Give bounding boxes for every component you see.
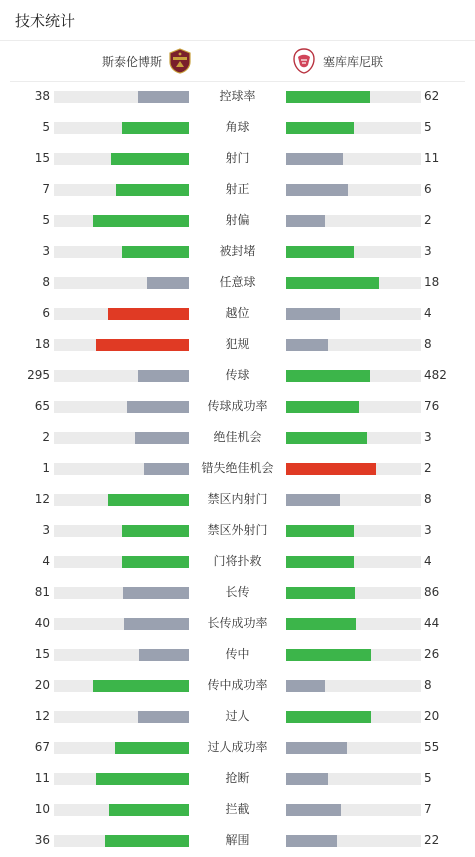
stat-label: 解围	[225, 833, 250, 847]
away-team-name: 塞库库尼联	[323, 54, 384, 69]
away-stat-bar-fill	[286, 587, 355, 599]
away-stat-bar	[286, 680, 421, 692]
stat-row	[0, 547, 475, 578]
away-stat-value: 7	[424, 802, 432, 816]
away-stat-bar-fill	[286, 804, 341, 816]
away-stat-bar	[286, 401, 421, 413]
home-stat-bar	[54, 308, 189, 320]
stat-row	[0, 640, 475, 671]
home-stat-bar-fill	[96, 773, 189, 785]
home-stat-bar-fill	[122, 525, 190, 537]
away-stat-value: 8	[424, 337, 432, 351]
away-stat-bar-fill	[286, 649, 371, 661]
home-stat-bar-fill	[115, 742, 189, 754]
away-stat-bar	[286, 277, 421, 289]
stat-row	[0, 485, 475, 516]
away-stat-bar-fill	[286, 184, 348, 196]
home-stat-value: 11	[34, 771, 50, 785]
stat-label: 犯规	[225, 337, 250, 351]
away-stat-bar-fill	[286, 618, 356, 630]
home-stat-bar	[54, 91, 189, 103]
away-stat-bar-fill	[286, 742, 347, 754]
home-stat-bar-fill	[122, 122, 190, 134]
stat-label: 射门	[225, 151, 250, 165]
stat-row	[0, 268, 475, 299]
home-stat-bar-fill	[93, 680, 189, 692]
stat-row	[0, 330, 475, 361]
home-stat-bar	[54, 649, 189, 661]
stat-label: 绝佳机会	[213, 430, 262, 444]
stat-row	[0, 175, 475, 206]
home-stat-bar-fill	[138, 711, 189, 723]
stellenbosch-crest-icon	[168, 48, 192, 74]
away-stat-bar	[286, 370, 421, 382]
stat-row	[0, 764, 475, 795]
home-stat-bar	[54, 587, 189, 599]
away-stat-bar	[286, 618, 421, 630]
home-stat-bar-fill	[111, 153, 189, 165]
away-stat-bar	[286, 835, 421, 847]
away-stat-bar	[286, 153, 421, 165]
stat-row	[0, 423, 475, 454]
away-stat-bar-fill	[286, 122, 354, 134]
home-stat-value: 6	[42, 306, 50, 320]
home-stat-bar	[54, 277, 189, 289]
away-stat-bar	[286, 494, 421, 506]
away-stat-value: 4	[424, 306, 432, 320]
home-stat-value: 2	[42, 430, 50, 444]
home-team-name: 斯泰伦博斯	[102, 54, 163, 69]
home-stat-bar-fill	[108, 308, 189, 320]
stat-row	[0, 113, 475, 144]
stat-row	[0, 237, 475, 268]
away-stat-value: 6	[424, 182, 432, 196]
stat-label: 传球成功率	[207, 399, 268, 413]
away-stat-bar	[286, 649, 421, 661]
home-stat-bar-fill	[96, 339, 189, 351]
stat-label: 抢断	[225, 771, 250, 785]
away-stat-bar	[286, 91, 421, 103]
stat-label: 角球	[225, 120, 250, 134]
away-team[interactable]	[292, 41, 383, 81]
stat-label: 长传	[225, 585, 250, 599]
stat-label: 射正	[225, 182, 250, 196]
away-stat-bar-fill	[286, 556, 354, 568]
home-stat-bar-fill	[144, 463, 189, 475]
away-stat-bar-fill	[286, 463, 376, 475]
away-stat-value: 5	[424, 771, 432, 785]
home-stat-value: 15	[34, 647, 50, 661]
away-stat-bar	[286, 122, 421, 134]
away-stat-value: 55	[424, 740, 440, 754]
stat-row	[0, 733, 475, 764]
away-stat-bar-fill	[286, 432, 367, 444]
away-stat-value: 3	[424, 244, 432, 258]
stat-label: 长传成功率	[207, 616, 268, 630]
stat-row	[0, 578, 475, 609]
stat-row	[0, 206, 475, 237]
home-stat-bar	[54, 711, 189, 723]
stat-row	[0, 392, 475, 423]
stat-label: 门将扑救	[213, 554, 262, 568]
away-stat-bar-fill	[286, 246, 354, 258]
away-stat-bar-fill	[286, 680, 325, 692]
home-stat-bar-fill	[138, 370, 189, 382]
away-stat-value: 86	[424, 585, 440, 599]
home-stat-bar	[54, 370, 189, 382]
stat-label: 越位	[225, 306, 250, 320]
away-stat-bar-fill	[286, 835, 337, 847]
away-stat-value: 26	[424, 647, 440, 661]
home-stat-bar-fill	[108, 494, 189, 506]
home-stat-bar	[54, 122, 189, 134]
home-stat-value: 40	[34, 616, 50, 630]
home-stat-value: 5	[42, 213, 50, 227]
home-stat-bar	[54, 215, 189, 227]
stat-row	[0, 516, 475, 547]
stat-label: 过人成功率	[207, 740, 268, 754]
home-stat-bar-fill	[124, 618, 189, 630]
home-stat-bar-fill	[135, 432, 189, 444]
away-stat-bar-fill	[286, 370, 370, 382]
home-stat-value: 12	[34, 492, 50, 506]
stat-label: 拦截	[225, 802, 250, 816]
away-stat-bar-fill	[286, 494, 340, 506]
away-stat-value: 20	[424, 709, 440, 723]
home-stat-value: 67	[34, 740, 50, 754]
home-stat-bar	[54, 556, 189, 568]
home-stat-bar-fill	[122, 246, 190, 258]
stat-row	[0, 826, 475, 857]
home-stat-bar	[54, 184, 189, 196]
away-stat-value: 8	[424, 492, 432, 506]
stat-row	[0, 361, 475, 392]
home-stat-bar-fill	[147, 277, 189, 289]
away-stat-bar	[286, 525, 421, 537]
home-stat-value: 65	[34, 399, 50, 413]
stat-row	[0, 454, 475, 485]
away-stat-bar	[286, 804, 421, 816]
home-stat-bar	[54, 246, 189, 258]
home-stat-value: 3	[42, 523, 50, 537]
home-stat-bar	[54, 773, 189, 785]
home-stat-value: 81	[34, 585, 50, 599]
home-stat-value: 7	[42, 182, 50, 196]
away-stat-bar	[286, 742, 421, 754]
home-stat-value: 3	[42, 244, 50, 258]
stats-list	[0, 82, 475, 857]
stat-row	[0, 795, 475, 826]
away-stat-value: 2	[424, 213, 432, 227]
home-stat-bar-fill	[123, 587, 189, 599]
stat-label: 禁区内射门	[207, 492, 268, 506]
home-stat-value: 1	[42, 461, 50, 475]
stat-label: 被封堵	[219, 244, 256, 258]
away-stat-bar	[286, 773, 421, 785]
teams-header	[0, 41, 475, 81]
away-stat-bar	[286, 432, 421, 444]
home-stat-bar	[54, 618, 189, 630]
home-stat-bar-fill	[109, 804, 189, 816]
home-stat-bar-fill	[116, 184, 189, 196]
away-stat-value: 18	[424, 275, 440, 289]
away-stat-bar	[286, 711, 421, 723]
away-stat-bar-fill	[286, 401, 359, 413]
away-stat-bar-fill	[286, 711, 371, 723]
away-stat-value: 8	[424, 678, 432, 692]
home-stat-bar	[54, 401, 189, 413]
home-stat-value: 36	[34, 833, 50, 847]
home-stat-bar	[54, 525, 189, 537]
home-stat-value: 18	[34, 337, 50, 351]
away-stat-bar-fill	[286, 308, 340, 320]
away-stat-value: 482	[424, 368, 447, 382]
home-stat-bar-fill	[93, 215, 189, 227]
stat-label: 错失绝佳机会	[201, 461, 274, 475]
away-stat-value: 44	[424, 616, 440, 630]
home-stat-bar-fill	[122, 556, 190, 568]
home-stat-value: 12	[34, 709, 50, 723]
stat-row	[0, 299, 475, 330]
stat-label: 传中	[225, 647, 250, 661]
stat-label: 控球率	[219, 89, 256, 103]
away-stat-value: 76	[424, 399, 440, 413]
page-title: 技术统计	[15, 12, 76, 30]
away-stat-value: 22	[424, 833, 440, 847]
home-stat-bar	[54, 742, 189, 754]
away-stat-bar-fill	[286, 153, 343, 165]
away-stat-bar	[286, 184, 421, 196]
home-stat-bar-fill	[127, 401, 189, 413]
stat-row	[0, 82, 475, 113]
stat-label: 射偏	[225, 213, 250, 227]
away-stat-bar-fill	[286, 91, 370, 103]
home-stat-bar	[54, 432, 189, 444]
home-stat-bar	[54, 463, 189, 475]
stat-label: 传球	[225, 368, 250, 382]
away-stat-bar-fill	[286, 339, 328, 351]
home-stat-bar	[54, 835, 189, 847]
stat-row	[0, 702, 475, 733]
away-stat-bar	[286, 215, 421, 227]
home-stat-value: 295	[27, 368, 50, 382]
home-stat-bar	[54, 804, 189, 816]
away-stat-bar	[286, 308, 421, 320]
away-stat-value: 62	[424, 89, 440, 103]
home-stat-bar	[54, 494, 189, 506]
home-stat-value: 8	[42, 275, 50, 289]
home-stat-bar-fill	[139, 649, 189, 661]
home-stat-bar	[54, 680, 189, 692]
away-stat-bar	[286, 339, 421, 351]
home-stat-bar-fill	[138, 91, 189, 103]
home-stat-bar-fill	[105, 835, 189, 847]
home-stat-bar	[54, 153, 189, 165]
stat-label: 任意球	[219, 275, 256, 289]
away-stat-value: 5	[424, 120, 432, 134]
away-stat-value: 3	[424, 523, 432, 537]
home-stat-value: 10	[34, 802, 50, 816]
away-stat-bar-fill	[286, 773, 328, 785]
away-stat-bar	[286, 556, 421, 568]
away-stat-value: 11	[424, 151, 440, 165]
away-stat-bar	[286, 587, 421, 599]
stat-row	[0, 671, 475, 702]
home-stat-value: 20	[34, 678, 50, 692]
sekhukhune-crest-icon	[292, 48, 316, 74]
away-stat-bar-fill	[286, 277, 379, 289]
home-stat-value: 5	[42, 120, 50, 134]
stat-label: 传中成功率	[207, 678, 268, 692]
stat-row	[0, 609, 475, 640]
stat-row	[0, 144, 475, 175]
home-stat-bar	[54, 339, 189, 351]
away-stat-bar	[286, 246, 421, 258]
home-stat-value: 4	[42, 554, 50, 568]
away-stat-bar	[286, 463, 421, 475]
away-stat-value: 3	[424, 430, 432, 444]
stat-label: 过人	[225, 709, 250, 723]
away-stat-bar-fill	[286, 215, 325, 227]
home-team[interactable]	[102, 41, 192, 81]
home-stat-value: 15	[34, 151, 50, 165]
stat-label: 禁区外射门	[207, 523, 268, 537]
away-stat-value: 4	[424, 554, 432, 568]
away-stat-value: 2	[424, 461, 432, 475]
away-stat-bar-fill	[286, 525, 354, 537]
home-stat-value: 38	[34, 89, 50, 103]
